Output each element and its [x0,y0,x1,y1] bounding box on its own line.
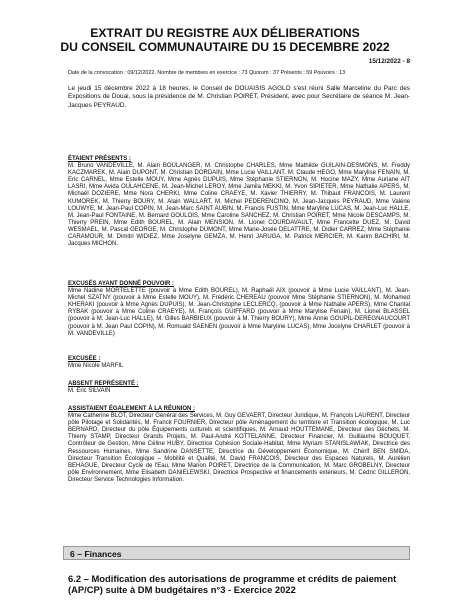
excusee-section [68,356,410,370]
presents-section [68,156,410,248]
section-band: 6 – Finances [63,546,410,560]
assistaient-section [68,406,410,484]
subsection-title: 6.2 – Modification des autorisations de programme et crédits de paiement (AP/CP) suite à DM budgétaires n°3 - Exercice 2022 [68,573,397,595]
excusee-heading: EXCUSÉE : [68,356,101,362]
presents-heading: ÉTAIENT PRÉSENTS : [68,156,131,162]
excusee-name: Mme Nicole MARFIL [68,363,124,370]
assistaient-heading: ASSISTAIENT ÉGALEMENT À LA RÉUNION : [68,406,196,412]
excuses-pouvoir-heading: EXCUSÉS AYANT DONNÉ POUVOIR : [68,281,175,287]
excuses-pouvoir-section [68,281,410,338]
absent-name: M. Eric SILVAIN [68,388,111,395]
presents-list: M. Bruno VANDEVILLE, M. Alain BOULANGER, M. Christophe CHARLES, Mme Mathilde GUILAIN-DESMONS, M. Freddy KACZMAREK, M. Alain DUPONT, M. Christian DORDAIN, Mme Lucie VAILLANT, M. Claude HEGO, Mme Marylise FENAIN, M. Eric CARNEL, Mme Estelle MOUY, Mme Agnès DUPUIS, Mme Stéphanie STIERNON, M. Hocine MAZY, Mme Auriane AIT LASRI, Mme Avida OULAHCENE, M. Jean-Michel LEROY, Mme Jamila MEKKI, M. Yvon SIPIETER, Mme Nathalie APERS, M. Michaël DOZIERE, Mme Nora CHERKI, Mme Coline CRAEYE, M. Xavier THIERRY, M. Thibaut FRANCOIS, M. Laurent KUMOREK, M. Thierry BOURY, M. Alain WALLART, M. Michel PEDERENCINO, M. Jean-Jacques PEYRAUD, Mme Valérie LOUWYE, M. Jean-Paul COPIN, M. Jean-Marc SAINT AUBIN, M. Francis FUSTIN, Mme Maryline LUCAS, M. Jean-Luc HALLE, M. Jean-Paul FONTAINE, M. Bernard GOULOIS, Mme Caroline SANCHEZ, M. Christian POIRET, Mme Nicole DESCAMPS, M. Thierry PREIN, Mme Edith BOUREL, M. Alain MENSION, M. Lionel COURDAVAULT, Mme Francette DUEZ, M. David WESMAEL, M. Pascal GEORGE, M. Christophe DUMONT, Mme Marie-Josée DELATTRE, M. Didier CARREZ, Mme Stéphanie CARAMOUR, M. Dimitri WIDIEZ, Mme Joselyne GEMZA, M. Henri JARUGA, M. Patrick MERCIER, M. Karim BACHIRI, M. Jacques MICHON. [68,163,410,248]
assistaient-list: Mme Catherine BLOT, Directeur Général des Services, M. Guy GEVAERT, Directeur Juridique, M. François LAURENT, Directeur pôle Pilotage et Solidarités, M. Franck FOURNIER, Directeur pôle Aménagement du territoire et Transition écologique, M. Luc BERNARD, Directeur du pôle Équipements culturels et scientifiques, M. Arnaud HOUTTEMANE, Directeur des Déchets, M. Thierry STAMP, Directeur Grands Projets, M. Paul-André KOTTELANNE, Directeur Financier, M. Guillaume BOUQUET, Contrôleur de Gestion, Mme Céline HUBY, Directrice Cohésion Sociale-Habitat, Mme Myriam STANISLAWIAK, Directrice des Ressources Humaines, Mme Sandrine DANSETTE, Directrice du Développement Économique, M. Chérif BEN SMIDA, Directeur Transition Écologique – Mobilité et Qualité, M. David FRANCOIS, Directeur des Espaces Naturels, M. Aurélien BEHAGUE, Directeur Cycle de l'Eau, Mme Marion POIRET, Directrice de la Communication, M. Marc GROBELNY, Directeur pôle Environnement, Mme Elisabeth DANIELEWSKI, Directrice Prospective et financements extérieurs, M. Cédric GILLERON, Directeur Service Technologies Information. [68,413,410,483]
absent-section [68,381,410,395]
document-title [0,26,450,54]
intro-paragraph: Le jeudi 15 décembre 2022 à 18 heures, le Conseil de DOUAISIS AGGLO s'est réuni Salle Marceline du Parc des Expositions de Douai, sous la présidence de M. Christian POIRET, Président, avec pour Secrétaire de séance M. Jean-Jacques PEYRAUD. [68,85,410,109]
deliberation-reference: 15/12/2022 - 8 [368,58,410,65]
title-line-1: EXTRAIT DU REGISTRE AUX DÉLIBERATIONS [90,26,360,40]
title-line-2: DU CONSEIL COMMUNAUTAIRE DU 15 DECEMBRE 2022 [60,40,390,54]
excuses-pouvoir-list: Mme Nadine MORTELETTE (pouvoir à Mme Edith BOUREL), M. Raphaël AIX (pouvoir à Mme Lucie VAILLANT), M. Jean-Michel SZATNY (pouvoir à Mme Estelle MOUY), M. Frédéric CHEREAU (pouvoir Mme Stéphanie STIERNON), M. Mohamed KHERAKI (pouvoir à Mme Agnès DUPUIS), M. Jean-Christophe LECLERCQ, (pouvoir à Mme Nathalie APERS), Mme Chantal RYBAK (pouvoir à Mme Coline CRAEYE), M. François GUIFFARD (pouvoir à Mme Marylise Fenain), M. Lionel BLASSEL (pouvoir à M. Jean-Luc HALLE), M. Gilles BARBIEUX (pouvoir à M. Thierry BOURY), Mme Annie GOUPIL-DEREGNAUCOURT (pouvoir à M. Jean Paul COPIN), M. Romuald SAENEN (pouvoir à Mme Maryline LUCAS), Mme Jocelyne CHARLET (pouvoir à M. VANDEVILLE) [68,288,410,337]
absent-heading: ABSENT REPRÉSENTÉ : [68,381,139,387]
convocation-line: Date de la convocation : 09/12/2022. Nombre de membres en exercice : 73 Quorum : 37 Présents : 59 Pouvoirs : 13 [68,70,346,76]
